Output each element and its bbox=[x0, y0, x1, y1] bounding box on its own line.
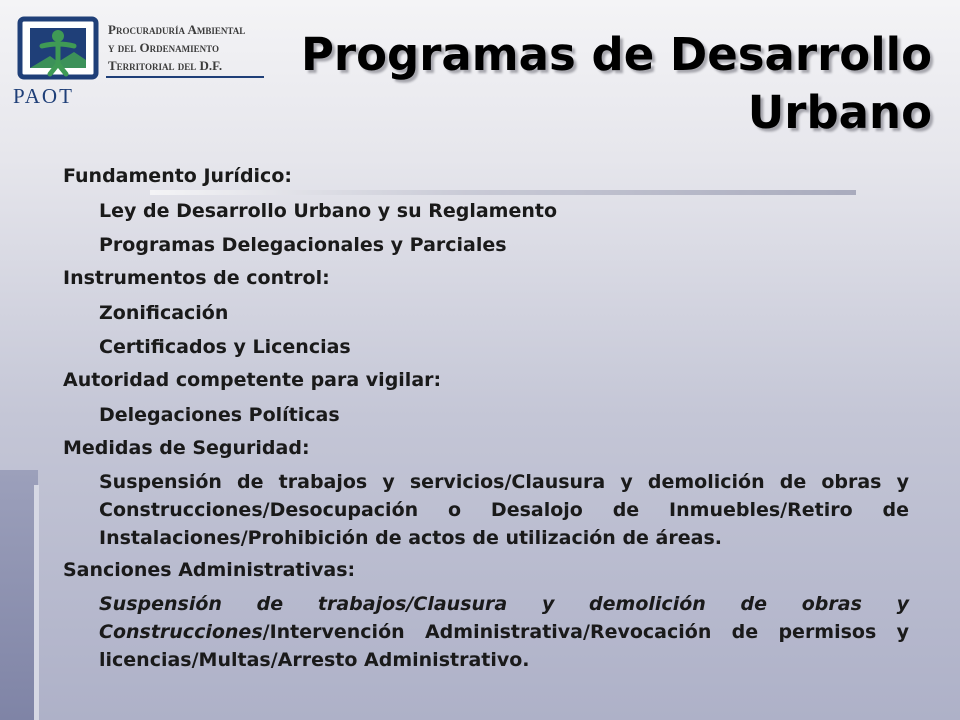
list-item: Zonificación bbox=[99, 302, 229, 324]
logo-acronym: PAOT bbox=[13, 84, 74, 108]
paragraph-sanciones-italic: Suspensión de trabajos/Clausura y demolición de obras y Construcciones bbox=[99, 593, 909, 643]
section-heading-sanciones: Sanciones Administrativas: bbox=[63, 559, 356, 581]
slide-body bbox=[63, 160, 909, 674]
logo-text-line-2: y del Ordenamiento bbox=[108, 40, 219, 55]
decorative-band-edge bbox=[34, 485, 39, 720]
paragraph-sanciones-rest: /Intervención Administrativa/Revocación de permisos y licencias/Multas/Arresto Administrativo. bbox=[99, 621, 909, 671]
logo-rule bbox=[106, 76, 264, 78]
section-heading-autoridad: Autoridad competente para vigilar: bbox=[63, 369, 442, 391]
logo-text-line-3: Territorial del D.F. bbox=[108, 58, 223, 73]
section-heading-fundamento: Fundamento Jurídico: bbox=[63, 165, 292, 187]
human-figure-emblem-icon bbox=[14, 16, 102, 82]
slide-title-line-1: Programas de Desarrollo bbox=[300, 28, 932, 81]
decorative-band bbox=[0, 470, 38, 720]
paot-logo bbox=[6, 10, 270, 110]
list-item: Delegaciones Políticas bbox=[99, 404, 340, 426]
section-heading-instrumentos: Instrumentos de control: bbox=[63, 267, 330, 289]
logo-text-line-1: Procuraduría Ambiental bbox=[108, 22, 246, 37]
paragraph-medidas: Suspensión de trabajos y servicios/Clausura y demolición de obras y Construcciones/Desocupación o Desalojo de Inmuebles/Retiro de Instalaciones/Prohibición de actos de utilización de áreas. bbox=[99, 471, 909, 549]
slide-title-line-2: Urbano bbox=[747, 86, 932, 139]
list-item: Certificados y Licencias bbox=[99, 336, 351, 358]
paragraph-sanciones bbox=[99, 588, 909, 674]
list-item: Ley de Desarrollo Urbano y su Reglamento bbox=[99, 200, 558, 222]
section-heading-medidas: Medidas de Seguridad: bbox=[63, 437, 310, 459]
list-item: Programas Delegacionales y Parciales bbox=[99, 234, 507, 256]
slide-title bbox=[301, 26, 932, 142]
